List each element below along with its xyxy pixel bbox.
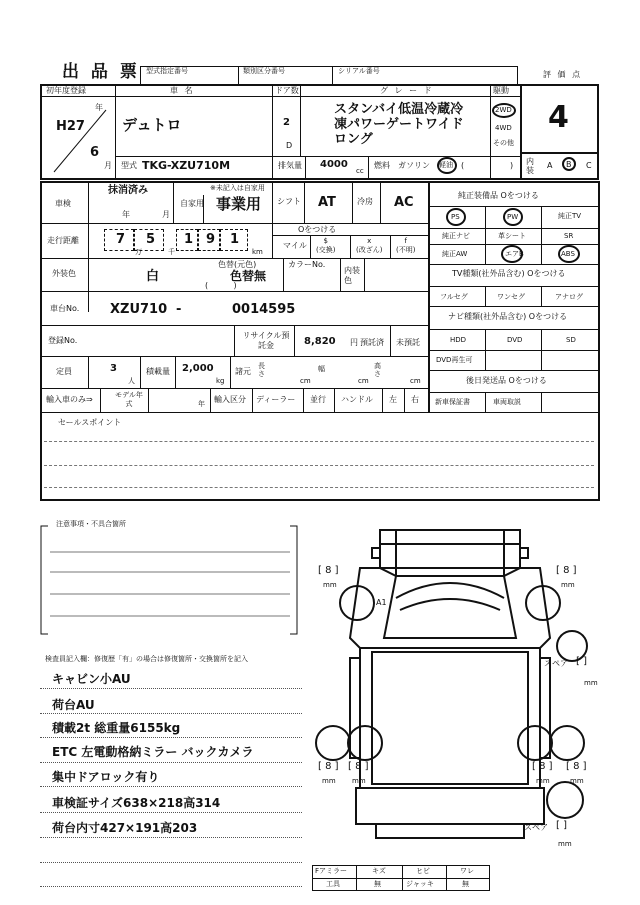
- tire-fl-bracket: [ 8 ]: [318, 565, 339, 576]
- recycle-paid: 預託済: [360, 338, 384, 347]
- tire-rl2-bracket: [ 8 ]: [348, 761, 369, 772]
- usage-private: 自家用: [180, 199, 204, 208]
- exterior-value: 白: [146, 269, 160, 284]
- length-label: 長さ: [258, 362, 265, 378]
- interior-grade-b: B: [566, 160, 572, 169]
- first-reg-label: 初年度登録: [46, 86, 86, 95]
- tire-rr2-bracket: [ 8 ]: [566, 761, 587, 772]
- recycle-label: リサイクル預託金: [242, 331, 290, 350]
- width-cm: cm: [358, 377, 369, 385]
- height-cm: cm: [410, 377, 421, 385]
- drive-other: その他: [493, 139, 514, 147]
- fuel-gasoline: ガソリン: [398, 161, 430, 170]
- model-value: TKG-XZU710M: [142, 159, 231, 172]
- navi-dvd: DVD: [507, 336, 523, 344]
- shift-value: AT: [318, 195, 336, 210]
- note-line-3: 積載2t 総重量6155kg: [52, 721, 181, 735]
- exterior-label: 外装色: [52, 269, 76, 278]
- score-label: 評 価 点: [543, 70, 583, 79]
- legend-v1: 工具: [326, 880, 340, 888]
- fuel-other-close: ): [510, 161, 514, 170]
- aftermarket-title: 後日発送品 Oをつける: [466, 376, 547, 385]
- capacity-value: 3: [110, 363, 117, 374]
- date-slash: [50, 103, 110, 176]
- chassis-label: 車台No.: [50, 304, 80, 313]
- recycle-value: 8,820: [304, 336, 336, 347]
- chassis-dash: -: [176, 302, 182, 317]
- car-name-value: デュトロ: [122, 116, 182, 134]
- legend-v3: ジャッキ: [406, 880, 434, 888]
- equip-pw: PW: [507, 213, 519, 221]
- damage-mark: A1: [376, 598, 387, 607]
- form-title: 出 品 票: [62, 62, 140, 82]
- model-year-label: モデル年式: [115, 391, 143, 408]
- right-label: 右: [411, 395, 419, 404]
- tire-fl-value: 8: [325, 565, 332, 576]
- interior-grade-label: 内装: [526, 157, 534, 175]
- mileage-unit-sen: 千: [168, 248, 175, 256]
- equip-aw: 純正AW: [442, 250, 468, 258]
- chassis-number: 0014595: [232, 302, 296, 317]
- spare-mm-1: mm: [584, 679, 598, 687]
- dvd-playable: DVD再生可: [436, 356, 473, 364]
- warranty-book: 新車保証書: [435, 398, 470, 406]
- mileage-digit-2: 5: [146, 232, 156, 247]
- displacement-unit: cc: [356, 167, 364, 175]
- tv-fullseg: フルセグ: [440, 293, 468, 301]
- equip-ps: PS: [451, 213, 460, 221]
- parallel-label: 並行: [310, 395, 326, 404]
- caution-label: 注意事項・不具合箇所: [56, 520, 126, 528]
- tv-oneseg: ワンセグ: [497, 293, 525, 301]
- sales-point-label: セールスポイント: [58, 418, 122, 427]
- meter-note: Oをつける: [298, 225, 337, 234]
- shift-label: シフト: [277, 197, 301, 206]
- mileage-label: 走行距離: [47, 236, 79, 245]
- load-label: 積載量: [146, 367, 170, 376]
- doors-value: 2: [283, 117, 290, 128]
- color-change-label: 色替(元色): [218, 260, 257, 269]
- displacement-label: 排気量: [278, 161, 302, 170]
- load-value: 2,000: [182, 363, 214, 374]
- fuel-diesel: 軽油: [439, 161, 453, 169]
- truck-diagram: [310, 528, 610, 868]
- tire-fr-bracket: [ 8 ]: [556, 565, 577, 576]
- recycle-unpaid: 未預託: [396, 338, 420, 347]
- mileage-digit-1: 7: [116, 232, 126, 247]
- mileage-digit-3: 1: [184, 232, 194, 247]
- doors-label: ドア数: [275, 86, 299, 95]
- spare-label-1: スペア: [544, 659, 568, 668]
- load-unit: kg: [216, 377, 225, 385]
- note-line-5: 集中ドアロック有り: [52, 770, 160, 784]
- tire-rr1-value: 8: [539, 761, 546, 772]
- header-id-strip: [140, 66, 518, 84]
- tire-rr2-mm: mm: [570, 777, 584, 785]
- navi-sd: SD: [566, 336, 576, 344]
- mileage-unit-km: km: [252, 248, 263, 256]
- import-label: 輸入車のみ⇒: [46, 395, 93, 404]
- equip-abs: ABS: [561, 250, 575, 258]
- capacity-label: 定員: [56, 367, 72, 376]
- tv-title: TV種類(社外品含む) Oをつける: [452, 269, 566, 278]
- drive-2wd: 2WD: [495, 106, 512, 114]
- chassis-prefix: XZU710: [110, 302, 168, 317]
- month-unit: 月: [104, 161, 112, 170]
- meter-unknown: f (不明): [396, 237, 416, 254]
- legend-v4: 無: [462, 880, 469, 888]
- legend-v2: 無: [374, 880, 381, 888]
- inspection-value: 抹消済み: [108, 185, 148, 196]
- spare-label-2: スペア: [524, 823, 548, 832]
- category-label: 類別区分番号: [243, 67, 285, 75]
- length-cm: cm: [300, 377, 311, 385]
- tire-rr1-mm: mm: [536, 777, 550, 785]
- interior-grade-c: C: [586, 161, 592, 170]
- width-label: 幅: [318, 365, 325, 373]
- note-line-4: ETC 左電動格納ミラー バックカメラ: [52, 745, 254, 759]
- legend-h1: Fアミラー: [315, 867, 348, 875]
- note-line-6: 車検証サイズ638×218高314: [52, 796, 221, 810]
- navi-title: ナビ種類(社外品含む) Oをつける: [448, 312, 568, 321]
- legend-h4: ワレ: [460, 867, 474, 875]
- equip-leather: 革シート: [498, 232, 526, 240]
- tire-fr-value: 8: [563, 565, 570, 576]
- inspector-note: 検査員記入欄：修復歴「有」の場合は修復箇所・交換箇所を記入: [45, 655, 248, 663]
- height-label: 高さ: [374, 362, 381, 378]
- ac-label: 冷房: [357, 197, 373, 206]
- color-paren: ( ): [205, 281, 237, 290]
- handle-label: ハンドル: [341, 395, 373, 404]
- spare-mm-2: mm: [558, 840, 572, 848]
- spare-bracket-1: [ ]: [576, 656, 587, 667]
- fuel-label: 燃料: [374, 161, 390, 170]
- usage-note: ※未記入は自家用: [210, 184, 265, 192]
- equip-tv: 純正TV: [558, 212, 582, 220]
- inspection-label: 車検: [55, 199, 71, 208]
- drive-label: 駆動: [493, 86, 509, 95]
- equip-airbag: エアB: [505, 250, 524, 258]
- mileage-digit-5: 1: [230, 232, 240, 247]
- legend-h3: ヒビ: [416, 867, 430, 875]
- genuine-title: 純正装備品 Oをつける: [458, 191, 539, 200]
- tire-rr1-bracket: [ 8 ]: [532, 761, 553, 772]
- note-line-7: 荷台内寸427×191高203: [52, 821, 198, 835]
- meter-tampered: x (改ざん): [356, 237, 383, 254]
- car-name-label: 車 名: [170, 86, 195, 95]
- inspection-month-unit: 月: [162, 210, 170, 219]
- color-no-label: カラーNo.: [288, 260, 326, 269]
- tire-rl2-mm: mm: [352, 777, 366, 785]
- tire-rl2-value: 8: [355, 761, 362, 772]
- vehicle-manual: 車両取説: [493, 398, 521, 406]
- import-type-label: 輸入区分: [214, 395, 246, 404]
- first-reg-era: H27: [56, 119, 85, 134]
- note-line-1: キャビン小AU: [52, 672, 131, 686]
- tire-fr-mm: mm: [561, 581, 575, 589]
- note-line-2: 荷台AU: [52, 698, 95, 712]
- usage-value: 事業用: [216, 195, 262, 213]
- tv-analog: アナログ: [555, 293, 583, 301]
- score-value: 4: [548, 100, 569, 135]
- interior-color-label: 内装色: [344, 266, 360, 285]
- spare-bracket-2: [ ]: [556, 820, 567, 831]
- ac-value: AC: [394, 195, 414, 210]
- interior-grade-a: A: [547, 161, 553, 170]
- dims-label: 諸元: [235, 367, 251, 376]
- grade-value: スタンバイ低温冷蔵冷凍パワーゲートワイドロング: [334, 102, 464, 147]
- tire-rr2-value: 8: [573, 761, 580, 772]
- legend-h2: キズ: [372, 867, 386, 875]
- meter-mile: マイル: [283, 241, 307, 250]
- caution-box: [40, 524, 300, 636]
- displacement-value: 4000: [320, 159, 348, 170]
- color-change-value: 色替無: [230, 269, 267, 283]
- mileage-unit-man: 万: [135, 248, 142, 256]
- mileage-digit-4: 9: [206, 232, 216, 247]
- equip-navi: 純正ナビ: [442, 232, 470, 240]
- tire-rl1-value: 8: [325, 761, 332, 772]
- navi-hdd: HDD: [450, 336, 467, 344]
- year-unit: 年: [95, 103, 103, 112]
- doors-suffix: D: [286, 141, 293, 150]
- left-label: 左: [389, 395, 397, 404]
- fuel-other-open: (: [461, 161, 465, 170]
- reg-no-label: 登録No.: [48, 336, 78, 345]
- drive-4wd: 4WD: [495, 124, 512, 132]
- tire-rl1-mm: mm: [322, 777, 336, 785]
- inspection-year-unit: 年: [122, 210, 130, 219]
- recycle-unit: 円: [350, 338, 358, 347]
- serial-label: シリアル番号: [338, 67, 380, 75]
- tire-rl1-bracket: [ 8 ]: [318, 761, 339, 772]
- model-label: 型式: [121, 161, 137, 170]
- equip-sr: SR: [564, 232, 574, 240]
- model-year-unit: 年: [198, 400, 205, 408]
- type-cert-label: 型式指定番号: [146, 67, 188, 75]
- capacity-unit: 人: [128, 377, 135, 385]
- meter-exchange: $ (交換): [316, 237, 336, 254]
- grade-label: グ レ ー ド: [380, 86, 434, 95]
- tire-fl-mm: mm: [323, 581, 337, 589]
- month-value: 6: [90, 145, 100, 160]
- dealer-label: ディーラー: [256, 395, 296, 404]
